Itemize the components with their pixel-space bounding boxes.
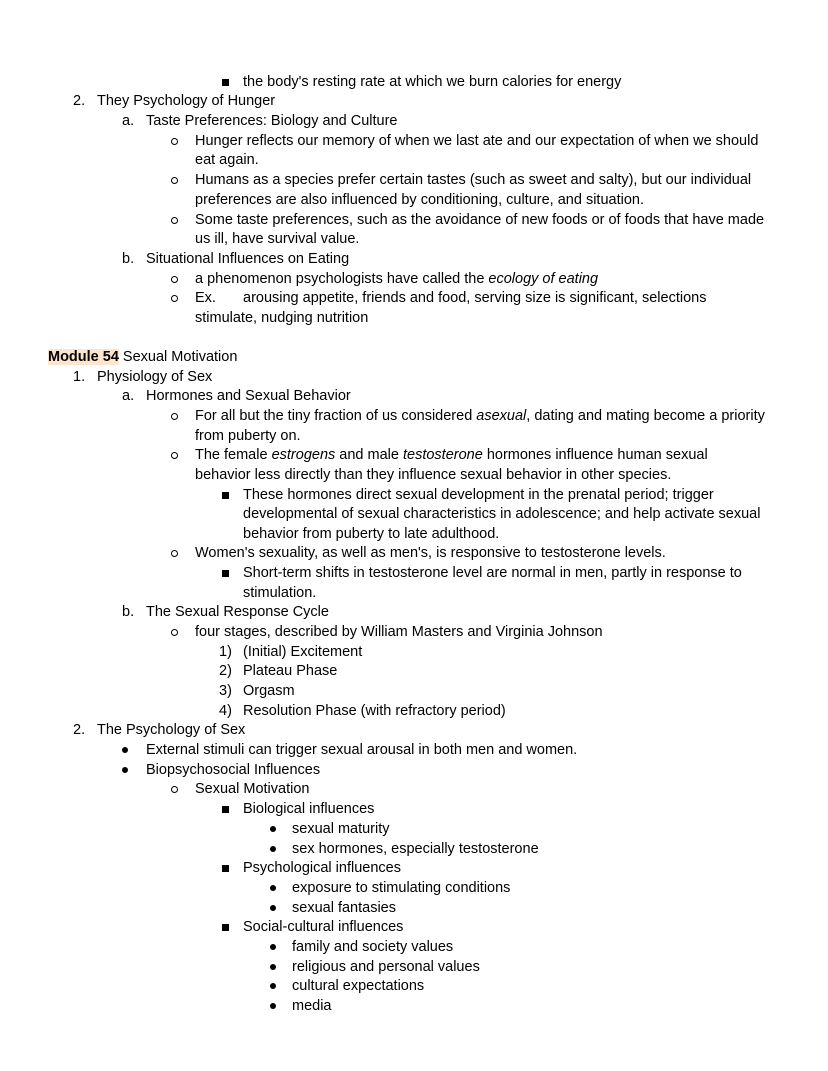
bullet-icon: [270, 944, 276, 950]
list-item-text: behavior from puberty to late adulthood.: [243, 526, 500, 542]
stage-text: Plateau Phase: [243, 663, 338, 679]
list-item-text: behavior less directly than they influence sexual behavior in other species.: [195, 467, 672, 483]
list-item-text: Women's sexuality, as well as men's, is responsive to testosterone levels.: [195, 545, 666, 561]
list-item-text: arousing appetite, friends and food, serving size is significant, selections: [243, 290, 707, 306]
bullet-icon: [270, 905, 276, 911]
module-heading: [48, 348, 237, 368]
section-heading: Physiology of Sex: [97, 369, 213, 385]
list-item-text: sex hormones, especially testosterone: [292, 841, 539, 857]
stage-number: 2): [219, 663, 232, 679]
stage-number: 1): [219, 644, 232, 660]
section-heading: The Psychology of Sex: [97, 722, 246, 738]
emphasis-text: estrogens: [271, 447, 336, 463]
stage-text: (Initial) Excitement: [243, 644, 363, 660]
subsection-heading: Hormones and Sexual Behavior: [146, 388, 351, 404]
stage-number: 3): [219, 683, 232, 699]
emphasis-text: asexual: [476, 408, 527, 424]
square-bullet-icon: [222, 924, 229, 931]
emphasis-text: testosterone: [402, 447, 483, 463]
module-label: Module 54: [48, 349, 119, 365]
list-item-text: the body's resting rate at which we burn calories for energy: [243, 74, 622, 90]
hollow-bullet-icon: [171, 452, 178, 459]
emphasis-text: ecology of eating: [488, 271, 599, 287]
list-item-text: External stimuli can trigger sexual arousal in both men and women.: [146, 742, 578, 758]
hollow-bullet-icon: [171, 786, 178, 793]
square-bullet-icon: [222, 865, 229, 872]
subsection-heading: Situational Influences on Eating: [146, 251, 350, 267]
bullet-icon: [270, 885, 276, 891]
list-item-text: developmental of sexual characteristics in adolescence; and help activate sexual: [243, 506, 761, 522]
example-label: Ex.: [195, 290, 216, 306]
subsection-heading: Taste Preferences: Biology and Culture: [146, 113, 398, 129]
bullet-icon: [270, 983, 276, 989]
list-item-text: Short-term shifts in testosterone level are normal in men, partly in response to: [243, 565, 742, 581]
hollow-bullet-icon: [171, 276, 178, 283]
bullet-icon: [270, 1003, 276, 1009]
list-item-text: stimulation.: [243, 585, 317, 601]
list-item-text: media: [292, 998, 332, 1014]
square-bullet-icon: [222, 492, 229, 499]
list-item-text: Biopsychosocial Influences: [146, 762, 321, 778]
list-item-text: Hunger reflects our memory of when we last ate and our expectation of when we should: [195, 133, 759, 149]
list-item-text: sexual fantasies: [292, 900, 396, 916]
stage-number: 4): [219, 703, 232, 719]
subsection-heading: The Sexual Response Cycle: [146, 604, 329, 620]
list-item-text: Humans as a species prefer certain tastes (such as sweet and salty), but our individual: [195, 172, 752, 188]
square-bullet-icon: [222, 79, 229, 86]
list-item-text: eat again.: [195, 152, 259, 168]
list-letter: b.: [122, 251, 135, 267]
list-item-text: Sexual Motivation: [195, 781, 310, 797]
list-letter: a.: [122, 113, 135, 129]
list-item-text: a phenomenon psychologists have called the ecology of eating: [195, 271, 599, 287]
list-item-text: religious and personal values: [292, 959, 480, 975]
square-bullet-icon: [222, 570, 229, 577]
hollow-bullet-icon: [171, 413, 178, 420]
list-item-text: For all but the tiny fraction of us considered asexual, dating and mating become a priority: [195, 408, 765, 424]
bullet-icon: [122, 747, 128, 753]
hollow-bullet-icon: [171, 550, 178, 557]
square-bullet-icon: [222, 806, 229, 813]
list-item-text: preferences are also influenced by conditioning, culture, and situation.: [195, 192, 644, 208]
list-item-text: stimulate, nudging nutrition: [195, 310, 369, 326]
list-item-text: sexual maturity: [292, 821, 390, 837]
module-title: Sexual Motivation: [118, 349, 238, 365]
bullet-icon: [270, 846, 276, 852]
hollow-bullet-icon: [171, 217, 178, 224]
stage-text: Orgasm: [243, 683, 295, 699]
list-item-text: Biological influences: [243, 801, 375, 817]
section-heading: They Psychology of Hunger: [97, 93, 276, 109]
list-item-text: exposure to stimulating conditions: [292, 880, 511, 896]
list-item-text: from puberty on.: [195, 428, 301, 444]
hollow-bullet-icon: [171, 138, 178, 145]
list-letter: b.: [122, 604, 135, 620]
hollow-bullet-icon: [171, 629, 178, 636]
hollow-bullet-icon: [171, 295, 178, 302]
list-item-text: Social-cultural influences: [243, 919, 404, 935]
list-item-text: four stages, described by William Masters and Virginia Johnson: [195, 624, 603, 640]
list-item-text: family and society values: [292, 939, 454, 955]
bullet-icon: [122, 767, 128, 773]
list-number: 2.: [73, 93, 86, 109]
list-item-text: cultural expectations: [292, 978, 425, 994]
hollow-bullet-icon: [171, 177, 178, 184]
list-item-text: Some taste preferences, such as the avoidance of new foods or of foods that have made: [195, 212, 765, 228]
bullet-icon: [270, 826, 276, 832]
stage-text: Resolution Phase (with refractory period): [243, 703, 506, 719]
list-number: 1.: [73, 369, 86, 385]
list-item-text: us ill, have survival value.: [195, 231, 360, 247]
list-item-text: The female estrogens and male testosterone hormones influence human sexual: [195, 447, 708, 463]
list-item-text: These hormones direct sexual development in the prenatal period; trigger: [243, 487, 714, 503]
bullet-icon: [270, 964, 276, 970]
list-letter: a.: [122, 388, 135, 404]
list-item-text: Psychological influences: [243, 860, 401, 876]
list-number: 2.: [73, 722, 86, 738]
